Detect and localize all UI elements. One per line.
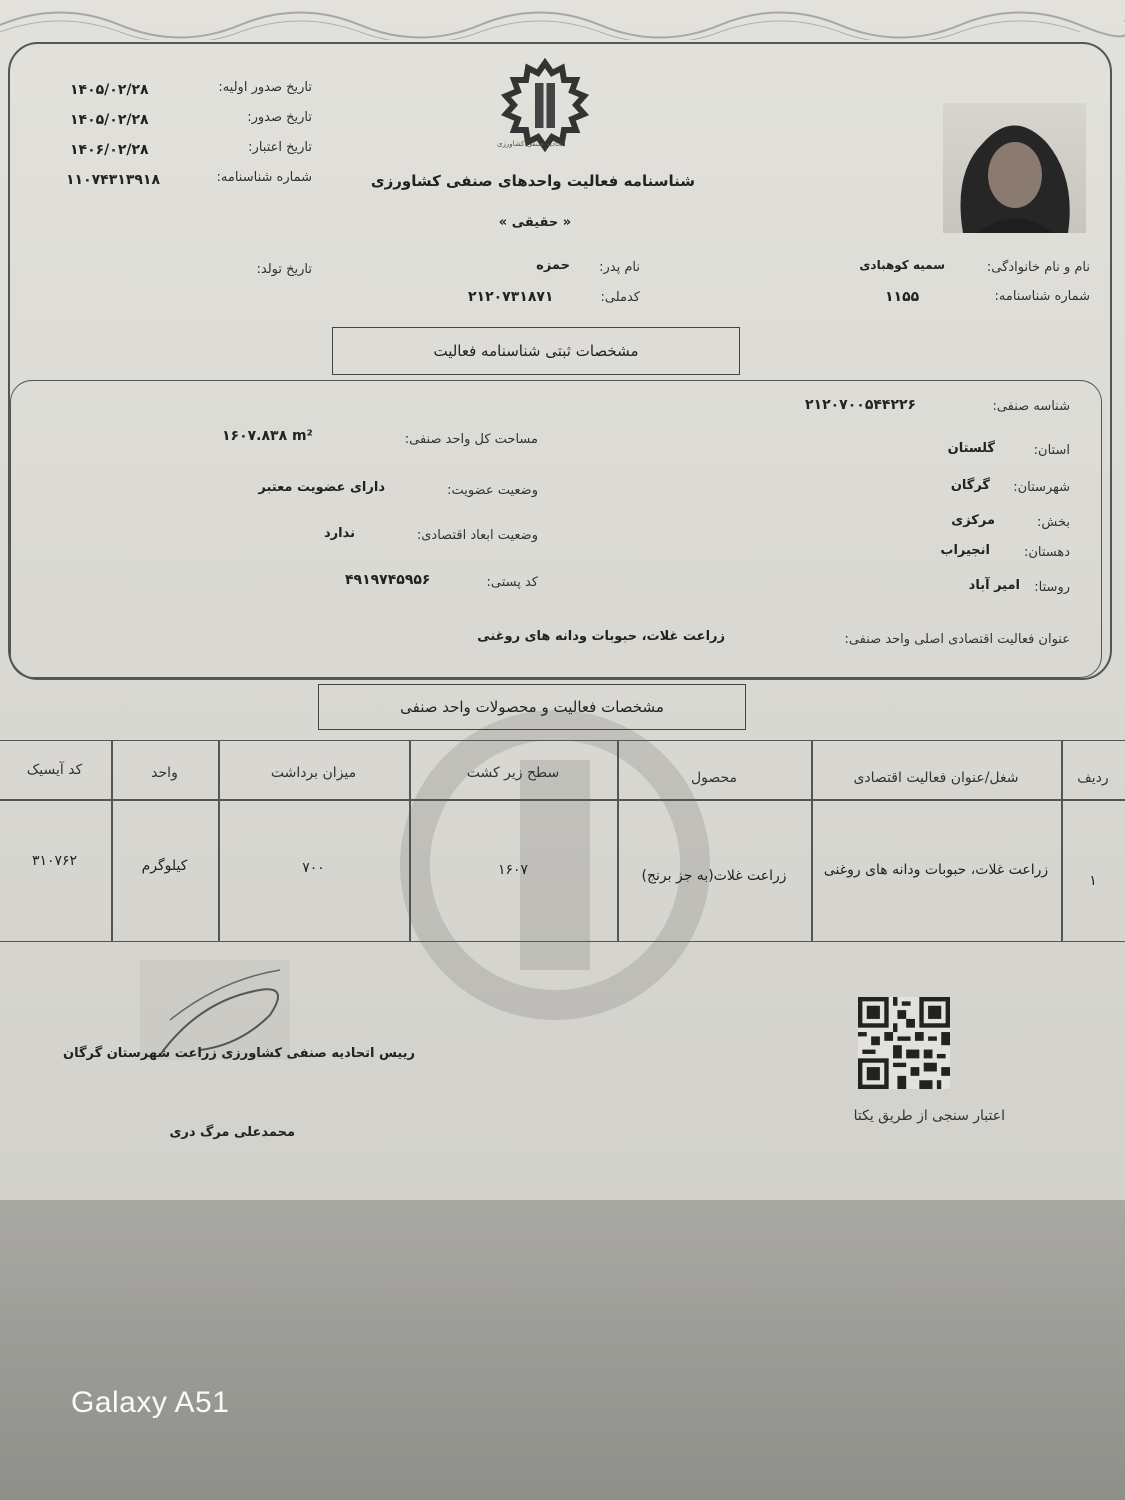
table-cell-unit: کیلوگرم (141, 858, 188, 874)
signature-stamp (140, 960, 340, 1090)
label-county: شهرستان: (1013, 480, 1070, 495)
label-membership-status: وضعیت عضویت: (447, 483, 538, 498)
certificate-number: ۱۱۰۷۴۳۱۳۹۱۸ (66, 172, 160, 188)
qr-caption: اعتبار سنجی از طریق یکتا (853, 1108, 1005, 1124)
label-father-name: نام پدر: (599, 260, 640, 275)
label-postal-code: کد پستی: (486, 575, 538, 590)
label-district: بخش: (1037, 515, 1070, 530)
section-products-header (318, 684, 746, 730)
full-name: سمیه کوهبادی (859, 258, 945, 272)
initial-issue-date: ۱۴۰۵/۰۲/۲۸ (70, 82, 149, 98)
label-province: استان: (1033, 443, 1070, 458)
label-birth-date: تاریخ تولد: (256, 262, 312, 277)
person-type: « حقیقی » (498, 215, 572, 230)
certificate-title: شناسنامه فعالیت واحدهای صنفی کشاورزی (370, 172, 695, 190)
label-main-activity: عنوان فعالیت اقتصادی اصلی واحد صنفی: (844, 632, 1070, 647)
holder-portrait-icon (943, 103, 1086, 233)
section-registration-header (332, 327, 740, 375)
issue-date: ۱۴۰۵/۰۲/۲۸ (70, 112, 149, 128)
label-guild-id: شناسه صنفی: (992, 399, 1070, 414)
signatory-title: رییس اتحادیه صنفی کشاورزی زراعت شهرستان گرگان (62, 1046, 415, 1061)
father-name: حمزه (536, 258, 570, 273)
district: مرکزی (951, 513, 995, 528)
membership-status: دارای عضویت معتبر (258, 480, 385, 495)
table-header-harvest: میزان برداشت (270, 765, 357, 781)
postal-code: ۴۹۱۹۷۴۵۹۵۶ (345, 572, 431, 588)
economic-dimension: ندارد (323, 526, 355, 541)
guild-id: ۲۱۲۰۷۰۰۵۴۴۲۲۶ (805, 397, 917, 413)
label-rural-district: دهستان: (1023, 545, 1070, 560)
table-cell-activity: زراعت غلات، حبوبات ودانه های روغنی (823, 862, 1049, 878)
table-cell-isic-code: ۳۱۰۷۶۲ (31, 853, 78, 869)
label-initial-issue-date: تاریخ صدور اولیه: (218, 80, 312, 95)
table-header-divider (0, 799, 1125, 801)
table-header-unit: واحد (151, 765, 178, 781)
label-validity-date: تاریخ اعتبار: (248, 140, 312, 155)
label-total-area: مساحت کل واحد صنفی: (404, 432, 538, 447)
label-full-name: نام و نام خانوادگی: (986, 260, 1090, 275)
holder-photo (943, 103, 1086, 233)
main-activity: زراعت غلات، حبوبات ودانه های روغنی (477, 629, 725, 644)
label-national-code: کدملی: (600, 290, 640, 305)
table-cell-cultivated-area: ۱۶۰۷ (497, 862, 529, 878)
label-certificate-number: شماره شناسنامه: (216, 170, 312, 185)
total-area: ۱۶۰۷.۸۳۸ m² (222, 428, 313, 444)
table-header-activity: شغل/عنوان فعالیت اقتصادی (853, 770, 1019, 786)
table-cell-harvest: ۷۰۰ (302, 860, 325, 876)
logo-caption: اتحادیه صنفی کشاورزی (497, 140, 566, 148)
table-header-row-number: ردیف (1077, 770, 1109, 786)
label-issue-date: تاریخ صدور: (247, 110, 312, 125)
village: امیر آباد (968, 578, 1020, 593)
id-number: ۱۱۵۵ (885, 289, 920, 305)
label-id-number: شماره شناسنامه: (994, 289, 1090, 304)
table-header-cultivated-area: سطح زیر کشت (466, 765, 560, 781)
county: گرگان (950, 478, 990, 493)
section-products-title: مشخصات فعالیت و محصولات واحد صنفی (400, 698, 664, 716)
table-cell-product: زراعت غلات(به جز برنج) (641, 868, 787, 884)
table-header-product: محصول (690, 770, 738, 786)
camera-watermark: Galaxy A51 (71, 1386, 230, 1419)
label-economic-dimension: وضعیت ابعاد اقتصادی: (416, 528, 538, 543)
rural-district: انجیراب (940, 543, 990, 558)
table-header-isic-code: کد آیسیک (26, 762, 83, 778)
table-cell-row-number: ۱ (1089, 873, 1097, 889)
national-code: ۲۱۲۰۷۳۱۸۷۱ (468, 289, 554, 305)
validity-date: ۱۴۰۶/۰۲/۲۸ (70, 142, 149, 158)
union-logo-icon (500, 58, 590, 153)
ornament-border (0, 0, 1125, 40)
label-village: روستا: (1034, 580, 1070, 595)
section-registration-title: مشخصات ثبتی شناسنامه فعالیت (433, 342, 639, 360)
province: گلستان (947, 441, 995, 456)
qr-code-icon (858, 997, 950, 1089)
signatory-name: محمدعلی مرگ دری (169, 1125, 295, 1140)
